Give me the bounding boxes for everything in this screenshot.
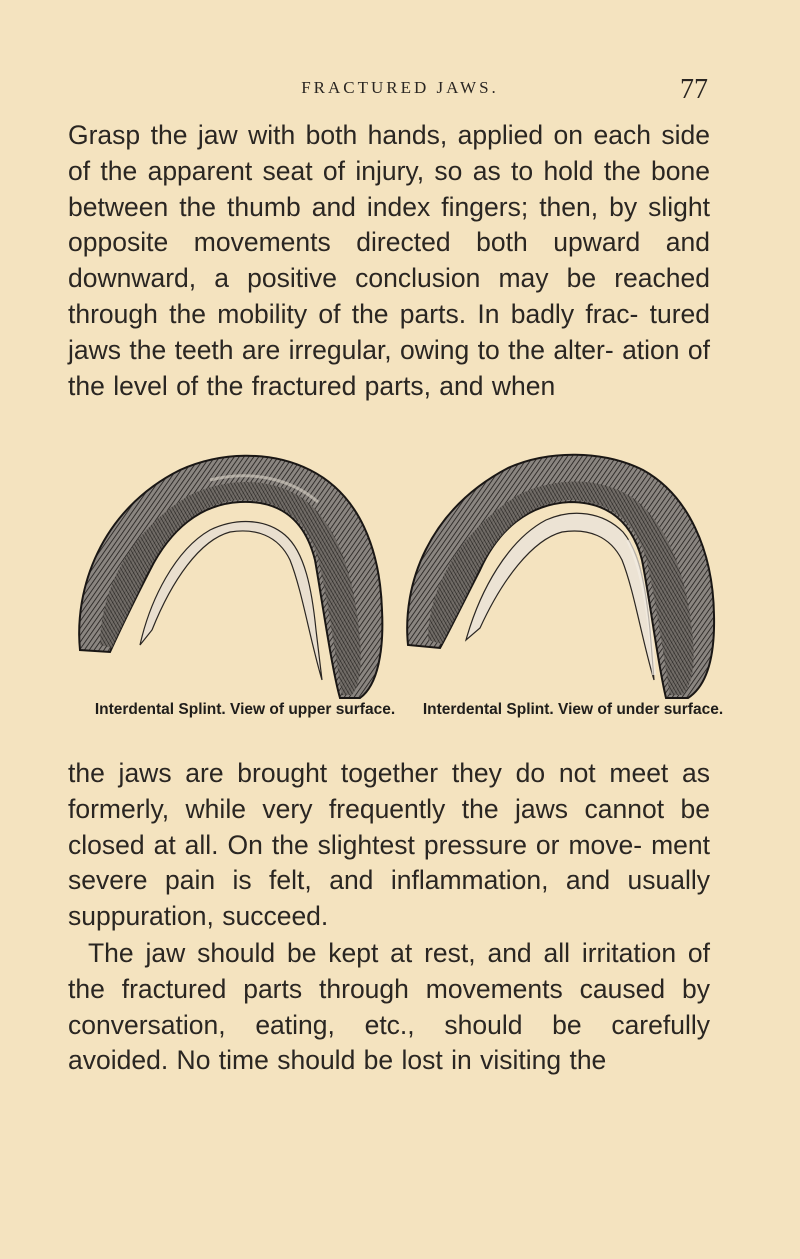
running-head [0, 76, 800, 106]
figure-caption-under: Interdental Splint. View of under surface. [422, 701, 724, 718]
paragraph-1: Grasp the jaw with both hands, applied on each side of the apparent seat of injury, so as to hold the bone between the thumb and index fingers; then, by slight opposite movements directed both upward and downward, a positive conclusion may be reached through the mobility of the parts. In badly frac- tured jaws the teeth are irregular, owing to the alter- ation of the level of the fractured parts, and when [68, 120, 710, 401]
running-title: FRACTURED JAWS. [301, 78, 499, 97]
paragraph-3: The jaw should be kept at rest, and all irritation of the fractured parts through movements caused by conversation, eating, etc., should be carefully avoided. No time should be lost in visiting the [68, 938, 710, 1076]
figure-upper-surface [60, 440, 430, 740]
splint-under-surface-illustration [388, 440, 758, 702]
figure-under-surface [388, 440, 758, 740]
figure-caption-upper: Interdental Splint. View of upper surface. [94, 701, 396, 718]
splint-upper-surface-illustration [60, 440, 430, 702]
paragraph-2: the jaws are brought together they do not meet as formerly, while very frequently the jaws cannot be closed at all. On the slightest pressure or move- ment severe pain is felt, and inflammation, and usually suppuration, succeed. [68, 758, 710, 932]
page-number: 77 [680, 74, 708, 105]
